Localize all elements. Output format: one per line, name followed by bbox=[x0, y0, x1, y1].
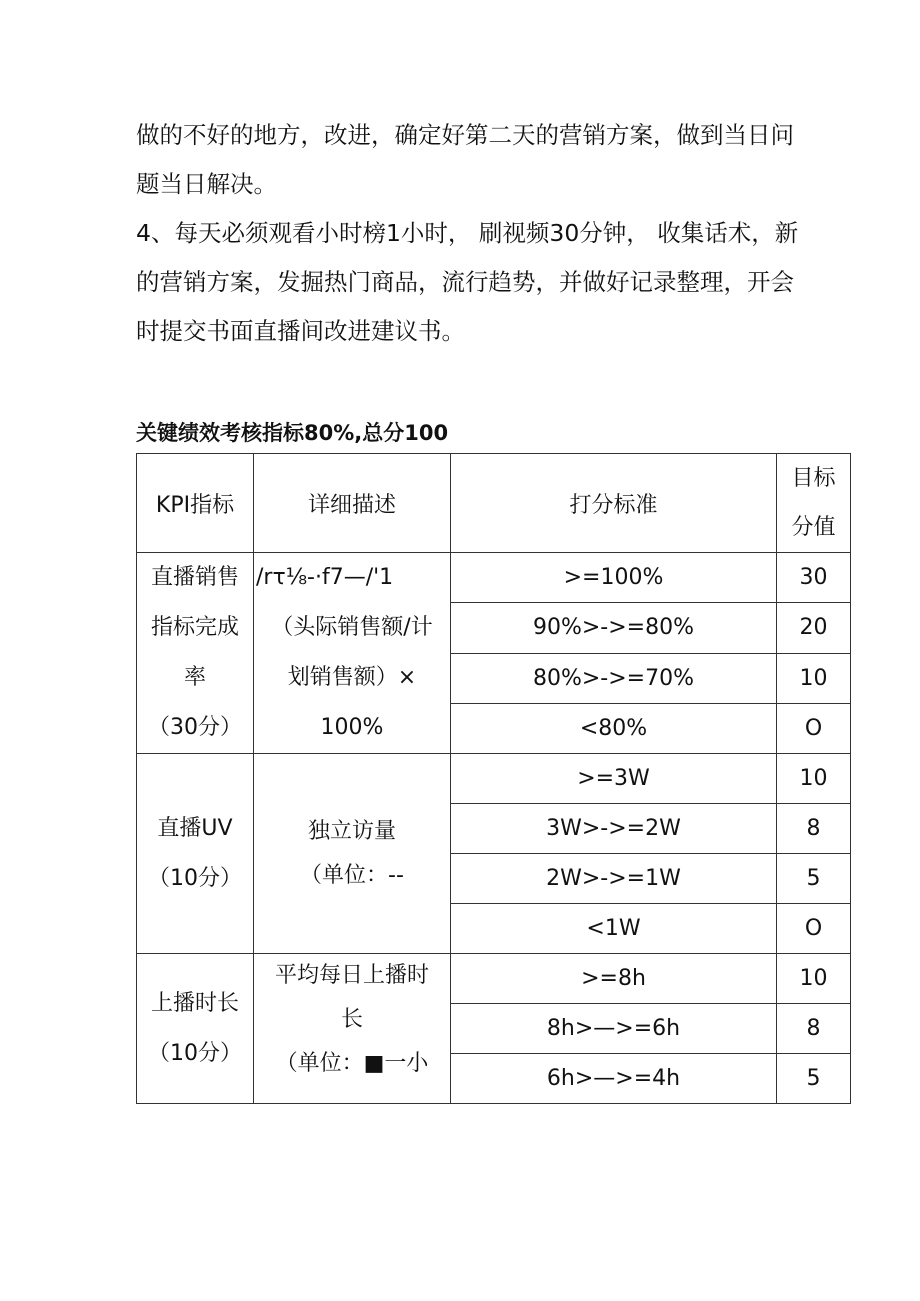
standard-cell: <80% bbox=[451, 703, 777, 753]
score-cell: O bbox=[777, 703, 851, 753]
score-cell: 10 bbox=[777, 754, 851, 804]
kpi-desc-line: （头际销售额/计 bbox=[271, 615, 433, 640]
kpi-name-cell bbox=[137, 553, 254, 754]
standard-cell: >=3W bbox=[451, 754, 777, 804]
kpi-name-line: （10分） bbox=[148, 1040, 242, 1066]
score-cell: 10 bbox=[777, 954, 851, 1004]
score-cell: 8 bbox=[777, 804, 851, 854]
header-detail: 详细描述 bbox=[254, 454, 451, 553]
score-cell: O bbox=[777, 904, 851, 954]
paragraph-line: 的营销方案，发掘热门商品，流行趋势，并做好记录整理，开会 bbox=[136, 268, 794, 296]
kpi-name-line: 直播UV bbox=[157, 815, 233, 841]
kpi-name-line: 率 bbox=[183, 665, 206, 690]
score-cell: 8 bbox=[777, 1004, 851, 1054]
paragraph-line: 时提交书面直播间改进建议书。 bbox=[136, 317, 465, 345]
header-kpi: KPI指标 bbox=[137, 454, 254, 553]
kpi-desc-line: 100% bbox=[320, 715, 384, 740]
table-row bbox=[137, 553, 851, 603]
standard-cell: >=8h bbox=[451, 954, 777, 1004]
kpi-name-cell bbox=[137, 954, 254, 1104]
table-row bbox=[137, 954, 851, 1004]
score-cell: 20 bbox=[777, 603, 851, 653]
score-cell: 10 bbox=[777, 653, 851, 703]
kpi-desc-cell bbox=[254, 754, 451, 954]
score-cell: 5 bbox=[777, 854, 851, 904]
kpi-name-cell bbox=[137, 754, 254, 954]
kpi-desc-line: （单位：■一小 bbox=[275, 1051, 429, 1076]
kpi-table bbox=[136, 453, 851, 1104]
kpi-name-line: 直播销售 bbox=[150, 565, 239, 590]
kpi-desc-line: 独立访量 bbox=[307, 818, 396, 844]
paragraph-1 bbox=[136, 111, 836, 209]
kpi-desc-line: /rτ⅛-·f7—/'1 bbox=[256, 565, 394, 590]
section-title: 关键绩效考核指标80%,总分100 bbox=[136, 421, 449, 445]
header-target bbox=[777, 454, 851, 553]
kpi-desc-cell bbox=[254, 954, 451, 1104]
score-cell: 30 bbox=[777, 553, 851, 603]
paragraph-line: 做的不好的地方，改进，确定好第二天的营销方案，做到当日问 bbox=[136, 121, 794, 149]
kpi-name-line: （30分） bbox=[148, 715, 242, 740]
header-target-line2: 分值 bbox=[791, 515, 836, 540]
kpi-name-line: 指标完成 bbox=[150, 615, 239, 640]
kpi-desc-line: （单位：-- bbox=[300, 862, 404, 888]
table-header-row bbox=[137, 454, 851, 553]
kpi-name-line: （10分） bbox=[148, 865, 242, 891]
standard-cell: 90%>->=80% bbox=[451, 603, 777, 653]
standard-cell: 3W>->=2W bbox=[451, 804, 777, 854]
paragraph-line: 4、每天必须观看小时榜1小时， 刷视频30分钟， 收集话术，新 bbox=[136, 219, 799, 247]
header-target-line1: 目标 bbox=[791, 466, 836, 491]
paragraph-2 bbox=[136, 209, 836, 356]
standard-cell: 2W>->=1W bbox=[451, 854, 777, 904]
kpi-desc-cell bbox=[254, 553, 451, 754]
header-standard: 打分标准 bbox=[451, 454, 777, 553]
standard-cell: >=100% bbox=[451, 553, 777, 603]
standard-cell: 80%>->=70% bbox=[451, 653, 777, 703]
standard-cell: 6h>—>=4h bbox=[451, 1054, 777, 1104]
kpi-desc-line: 划销售额）× bbox=[287, 665, 417, 690]
paragraph-line: 题当日解决。 bbox=[136, 170, 277, 198]
table-row bbox=[137, 754, 851, 804]
kpi-desc-line: 长 bbox=[340, 1007, 363, 1032]
standard-cell: <1W bbox=[451, 904, 777, 954]
score-cell: 5 bbox=[777, 1054, 851, 1104]
kpi-desc-line: 平均每日上播时 bbox=[274, 963, 429, 988]
standard-cell: 8h>—>=6h bbox=[451, 1004, 777, 1054]
kpi-name-line: 上播时长 bbox=[150, 990, 239, 1016]
